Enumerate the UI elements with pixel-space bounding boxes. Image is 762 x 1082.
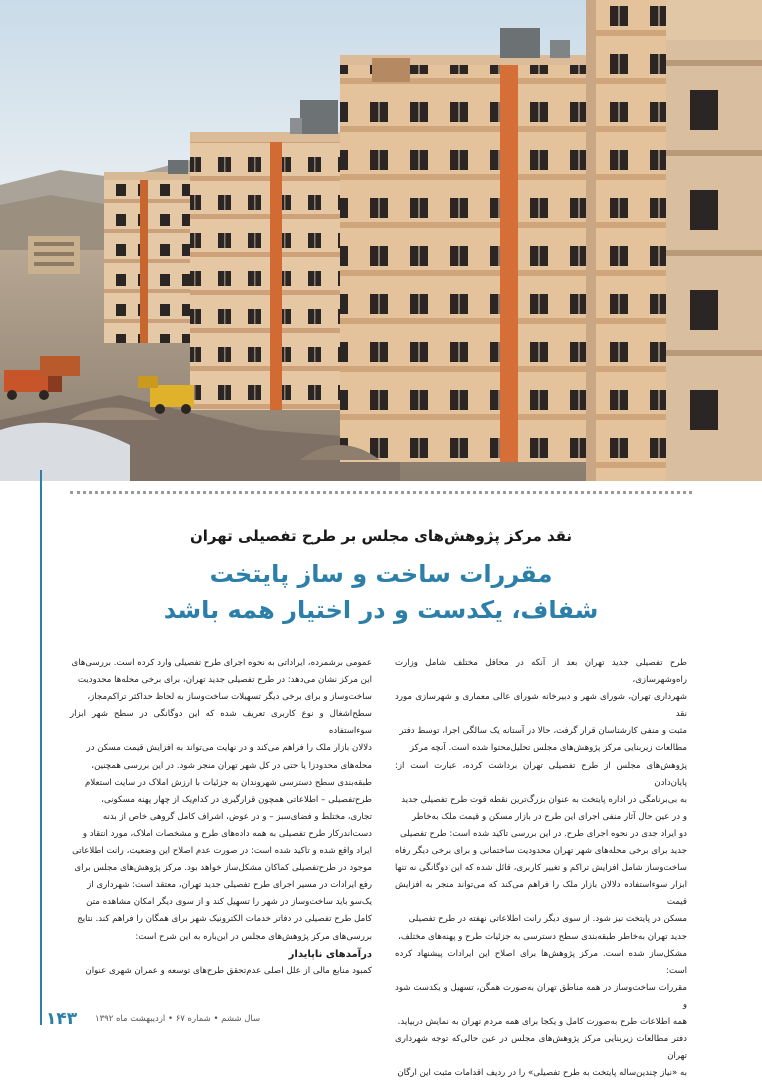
body-line: به بی‌برنامگی در اداره پایتخت به عنوان بزرگ‌ترین نقطه قوت طرح تفصیلی جدید <box>401 794 687 805</box>
header-photo <box>0 0 762 481</box>
body-line: ایراد واقع شده و تاکید شده است: در صورت عدم اصلاح این وضعیت، رانت اطلاعاتی <box>72 846 372 857</box>
body-line: این مرکز نشان می‌دهد: در طرح تفصیلی جدید تهران، برای برخی محله‌ها محدودیت <box>77 675 372 686</box>
body-line: کمبود منابع مالی از علل اصلی عدم‌تحقق طرح‌های توسعه و عمران شهری عنوان <box>85 965 372 976</box>
body-line: کامل طرح تفصیلی در دفاتر خدمات الکترونیک شهر برای همگان را فراهم کند. نتایج <box>77 914 372 925</box>
body-line: تجاری، مختلط و فضای‌سبز – و در عوض، اشراف کامل گروهی خاص از بدنه <box>102 811 372 822</box>
article-title-line-1: مقررات ساخت و ساز پایتخت <box>209 560 553 588</box>
body-line: دفتر مطالعات زیربنایی مرکز پژوهش‌های مجلس در عین حالی‌که توجه شهرداری تهران <box>395 1034 687 1062</box>
body-line: جدید تهران به‌خاطر طبقه‌بندی سطح دسترسی به جزئیات طرح و پهنه‌های مختلف، <box>398 931 687 942</box>
body-column-left <box>70 655 372 980</box>
issue-info: سال ششم • شماره ۶۷ • اردیبهشت ماه ۱۳۹۲ <box>95 1014 261 1024</box>
body-line: بررسی‌های مرکز پژوهش‌های مجلس در این‌باره به این شرح است: <box>135 931 372 942</box>
body-line: دست‌اندرکار طرح تفصیلی به همه داده‌های طرح و مشخصات املاک، مورد انتقاد و <box>82 828 372 839</box>
body-line: همه اطلاعات طرح به‌صورت کامل و یکجا برای همه مردم تهران به نمایش دربیاید. <box>397 1016 687 1027</box>
dotted-divider <box>70 491 692 494</box>
body-line: رفع ایرادات در مسیر اجرای طرح تفصیلی جدید تهران، معتقد است: شهرداری از <box>87 880 372 891</box>
body-line: ابزار سوءاستفاده دلالان بازار ملک را فراهم می‌کند که می‌تواند منجر به افزایش قیمت <box>395 880 687 908</box>
body-line: مثبت و منفی کارشناسان قرار گرفت، حالا در آستانه یک سالگی اجرا، توسط دفتر <box>399 726 687 737</box>
body-line: مسکن در پایتخت نیز شود. از سوی دیگر رانت اطلاعاتی نهفته در طرح تفصیلی <box>408 914 687 925</box>
body-line: عمومی برشمرده، ایراداتی به نحوه اجرای طرح تفصیلی وارد کرده است. بررسی‌های <box>71 658 372 668</box>
body-line: مشکل‌ساز شده است. مرکز پژوهش‌ها برای اصلاح این ایرادات پیشنهاد کرده است: <box>395 948 687 976</box>
body-line: مطالعات زیربنایی مرکز پژوهش‌های مجلس تحلیل‌محتوا شده است. آنچه مرکز <box>409 743 687 754</box>
body-line: طرح‌تفصیلی – اطلاعاتی همچون قرارگیری در کدام‌یک از چهار پهنه مسکونی، <box>101 794 372 805</box>
body-line: طرح تفصیلی جدید تهران بعد از آنکه در محافل مختلف شامل وزارت راه‌وشهرسازی، <box>395 658 687 686</box>
body-line: شهرداری تهران، شورای شهر و دبیرخانه شورای عالی معماری و شهرسازی مورد نقد <box>395 692 687 720</box>
body-line: ساخت‌وساز و برای برخی دیگر تسهیلات ساخت‌وساز به لحاظ حداکثر تراکم‌مجاز، <box>87 692 372 703</box>
body-column-right <box>395 655 687 1082</box>
body-line: پژوهش‌های مجلس از طرح تفصیلی تهران برداشت کرده، عبارت است از: پایان‌دادن <box>395 760 687 788</box>
section-subheading: درآمدهای ناپایدار <box>288 948 372 960</box>
body-line: سطح‌اشغال و نوع کاربری تعریف شده که این دوگانگی در سطح شهر ابزار سوءاستفاده <box>70 709 372 737</box>
margin-rule <box>40 470 42 1025</box>
body-line: یک‌سو باید ساخت‌وساز در شهر را تسهیل کند و از سوی دیگر امکان مشاهده متن <box>86 897 372 908</box>
body-line: ساخت‌وساز شامل افزایش تراکم و تغییر کاربری، قائل شده که این دوگانگی نه تنها <box>395 863 687 874</box>
body-line: مقررات ساخت‌وساز در همه مناطق تهران به‌صورت همگن، تسهیل و یکدست شود و <box>395 982 687 1010</box>
body-line: به «نیاز چندین‌ساله پایتخت به طرح تفصیلی» را در ردیف اقدامات مثبت این ارگان <box>397 1068 687 1079</box>
article-kicker: نقد مرکز پژوهش‌های مجلس بر طرح تفصیلی تهران <box>189 527 573 545</box>
body-line: دلالان بازار ملک را فراهم می‌کند و در نهایت می‌تواند به افزایش قیمت مسکن در <box>86 743 372 754</box>
body-line: و در عین حال آثار منفی اجرای این طرح در بازار مسکن و قیمت ملک به‌خاطر <box>412 811 687 822</box>
apartment-buildings-photo <box>0 0 762 481</box>
article-title-line-2: شفاف، یکدست و در اختیار همه باشد <box>163 596 599 624</box>
body-line: موجود در طرح‌تفصیلی کماکان مشکل‌ساز خواهد بود. مرکز پژوهش‌های مجلس برای <box>74 863 372 874</box>
body-line: جدید برای برخی محله‌های شهر تهران محدودیت ساختمانی و برای برخی دیگر رفاه <box>395 846 687 857</box>
body-line: دو ایراد جدی در نحوه اجرای طرح. در این بررسی تاکید شده است: طرح تفصیلی <box>400 828 687 839</box>
body-line: طبقه‌بندی سطح دسترسی شهروندان به جزئیات با ارزش املاک در سایت استعلام <box>85 777 372 788</box>
page-number: ۱۴۳ <box>46 1009 78 1029</box>
body-line: محله‌های محدود‌زا یا حتی در کل شهر تهران منجر شود. در این بررسی همچنین، <box>91 760 372 771</box>
